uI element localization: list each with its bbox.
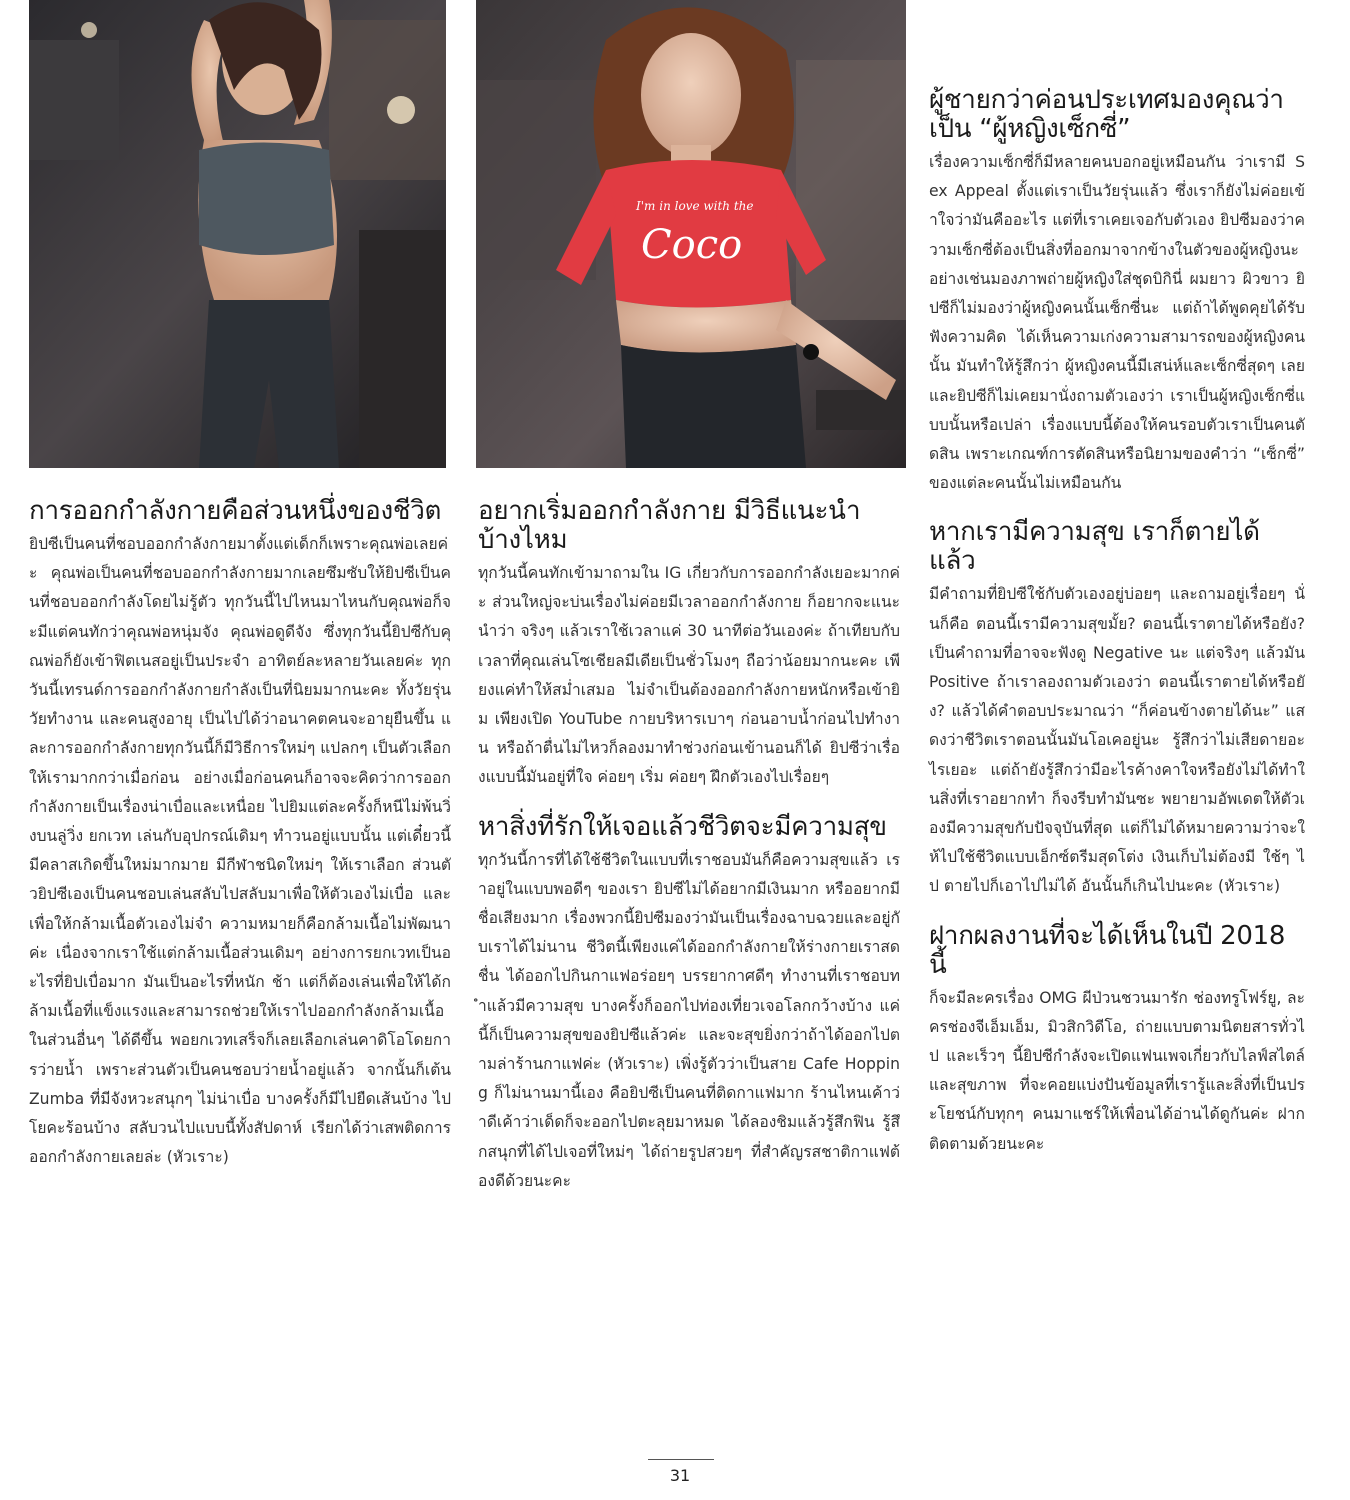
section-heading: หาสิ่งที่รักให้เจอแล้วชีวิตจะมีความสุข — [478, 811, 887, 842]
section-heading: อยากเริ่มออกกำลังกาย มีวิธีแนะนำบ้างไหม — [478, 496, 861, 555]
section-body: เรื่องความเซ็กซี่ก็มีหลายคนบอกอยู่เหมือนกัน ว่าเรามี Sex Appeal ตั้งแต่เราเป็นวัยรุ่นแล้ว ซึ่งเราก็ยังไม่ค่อยเข้าใจว่ามันคืออะไร แต่ที่เราเคยเจอกับตัวเอง ยิปซีมองว่าความเซ็กซี่ต้องเป็นสิ่งที่ออกมาจากข้างในตัวของผู้หญิงนะ อย่างเช่นมองภาพถ่ายผู้หญิงใส่ชุดบิกินี่ ผมยาว ผิวขาว ยิปซีก็ไม่มองว่าผู้หญิงคนนั้นเซ็กซี่นะ แต่ถ้าได้พูดคุยได้รับฟังความคิด ได้เห็นความเก่งความสามารถของผู้หญิงคนนั้น มันทำให้รู้สึกว่า ผู้หญิงคนนี้มีเสน่ห์และเซ็กซี่สุดๆ เลย และยิปซีก็ไม่เคยมานั่งถามตัวเองว่า เราเป็นผู้หญิงเซ็กซี่แบบนั้นหรือเปล่า เรื่องแบบนี้ต้องให้คนรอบตัวเราเป็นคนตัดสิน เพราะเกณฑ์การตัดสินหรือนิยามของคำว่า “เซ็กซี่” ของแต่ละคนนั้นไม่เหมือนกัน — [929, 153, 1305, 493]
section-body: ทุกวันนี้คนทักเข้ามาถามใน IG เกี่ยวกับการออกกำลังเยอะมากค่ะ ส่วนใหญ่จะบ่นเรื่องไม่ค่อยมีเวลาออกกำลังกาย ก็อยากจะแนะนำว่า จริงๆ แล้วเราใช้เวลาแค่ 30 นาทีต่อวันเองค่ะ ถ้าเทียบกับเวลาที่คุณเล่นโซเชียลมีเดียเป็นชั่วโมงๆ ถือว่าน้อยมากนะคะ เพียงแค่ทำให้สม่ำเสมอ ไม่จำเป็นต้องออกกำลังกายหนักหรือเข้ายิม เพียงเปิด YouTube กายบริหารเบาๆ ก่อนอาบน้ำก่อนไปทำงาน หรือถ้าตื่นไม่ไหวก็ลองมาทำช่วงก่อนเข้านอนก็ได้ ยิปซีว่าเรื่องแบบนี้มันอยู่ที่ใจ ค่อยๆ เริ่ม ค่อยๆ ฝึกตัวเองไปเรื่อยๆ — [478, 564, 900, 787]
photo-woman-sports-bra — [29, 0, 446, 468]
woman-sports-bra-photo-icon — [29, 0, 446, 468]
column-right — [929, 86, 1305, 1159]
shirt-small-text: I'm in love with the — [636, 199, 754, 213]
section-body: ยิปซีเป็นคนที่ชอบออกกำลังกายมาตั้งแต่เด็กก็เพราะคุณพ่อเลยค่ะ คุณพ่อเป็นคนที่ชอบออกกำลังกายมากเลยซึมซับให้ยิปซีเป็นคนที่ชอบออกกำลังโดยไม่รู้ตัว ทุกวันนี้ไปไหนมาไหนกับคุณพ่อก็จะมีแต่คนทักว่าคุณพ่อหนุ่มจัง คุณพ่อดูดีจัง ซึ่งทุกวันนี้ยิปซีกับคุณพ่อก็ยังเข้าฟิตเนสอยู่เป็นประจำ อาทิตย์ละหลายวันเลยค่ะ ทุกวันนี้เทรนด์การออกกำลังกายกำลังเป็นที่นิยมมากนะคะ ทั้งวัยรุ่น วัยทำงาน และคนสูงอายุ เป็นไปได้ว่าอนาคตคนจะอายุยืนขึ้น และการออกกำลังกายทุกวันนี้ก็มีวิธีการใหม่ๆ แปลกๆ เป็นตัวเลือกให้เรามากกว่าเมื่อก่อน อย่างเมื่อก่อนคนก็อาจจะคิดว่าการออกกำลังกายเป็นเรื่องน่าเบื่อและเหนื่อย ไปยิมแต่ละครั้งก็หนีไม่พ้นวิ่งบนลู่วิ่ง ยกเวท เล่นกับอุปกรณ์เดิมๆ ทำวนอยู่แบบนั้น แต่เดี๋ยวนี้มีคลาสเกิดขึ้นใหม่มากมาย มีกีฬาชนิดใหม่ๆ ให้เราเลือก ส่วนตัวยิปซีเองเป็นคนชอบเล่นสลับไปสลับมาเพื่อให้ตัวเองไม่เบื่อ และเพื่อให้กล้ามเนื้อตัวเองไม่จำ ความหมายก็คือกล้ามเนื้อไม่พัฒนาค่ะ เนื่องจากเราใช้แต่กล้ามเนื้อส่วนเดิมๆ อย่างการยกเวทเป็นอะไรที่ยิปเบื่อมาก มันเป็นอะไรที่หนัก ช้า แต่ก็ต้องเล่นเพื่อให้ได้กล้ามเนื้อที่แข็งแรงและสามารถช่วยให้เราไปออกกำลังกล้ามเนื้อในส่วนอื่นๆ ได้ดีขึ้น พอยกเวทเสร็จก็เลยเลือกเล่นคาดิโอโดยการว่ายน้ำ เพราะส่วนตัวเป็นคนชอบว่ายน้ำอยู่แล้ว จากนั้นก็เต้น Zumba ที่มีจังหวะสนุกๆ ไม่น่าเบื่อ บางครั้งก็มีไปยืดเส้นบ้าง ไปโยคะร้อนบ้าง สลับวนไปแบบนี้ทั้งสัปดาห์ เรียกได้ว่าเสพติดการออกกำลังกายเลยล่ะ (หัวเราะ) — [29, 535, 451, 1167]
page-number: 31 — [669, 1466, 691, 1485]
section-heading: ฝากผลงานที่จะได้เห็นในปี 2018 นี้ — [929, 920, 1286, 980]
column-middle — [478, 497, 900, 1196]
section-body: มีคำถามที่ยิปซีใช้กับตัวเองอยู่บ่อยๆ และถามอยู่เรื่อยๆ นั่นก็คือ ตอนนี้เรามีความสุขมั้ย? ตอนนี้เราตายได้หรือยัง? เป็นคำถามที่อาจจะฟังดู Negative นะ แต่จริงๆ แล้วมัน Positive ถ้าเราลองถามตัวเองว่า ตอนนี้เราตายได้หรือยัง? แล้วได้คำตอบประมาณว่า “ก็ค่อนข้างตายได้นะ” แสดงว่าชีวิตเราตอนนั้นมันโอเคอยู่นะ รู้สึกว่าไม่เสียดายอะไรเยอะ แต่ถ้ายังรู้สึกว่ามีอะไรค้างคาใจหรือยังไม่ได้ทำในสิ่งที่เราอยากทำ ก็จงรีบทำมันซะ พยายามอัพเดตให้ตัวเองมีความสุขกับปัจจุบันที่สุด แต่ก็ไม่ได้หมายความว่าจะให้ไปใช้ชีวิตแบบเอ็กซ์ตรีมสุดโต่ง เงินเก็บไม่ต้องมี ใช้ๆ ไป ตายไปก็เอาไปไม่ได้ อันนั้นก็เกินไปนะคะ (หัวเราะ) — [929, 585, 1305, 896]
section-body: ทุกวันนี้การที่ได้ใช้ชีวิตในแบบที่เราชอบมันก็คือความสุขแล้ว เราอยู่ในแบบพอดีๆ ของเรา ยิปซีไม่ได้อยากมีเงินมาก หรืออยากมีชื่อเสียงมาก เรื่องพวกนี้ยิปซีมองว่ามันเป็นเรื่องฉาบฉวยและอยู่กับเราได้ไม่นาน ชีวิตนี้เพียงแค่ได้ออกกำลังกายให้ร่างกายเราสดชื่น ได้ออกไปกินกาแฟอร่อยๆ บรรยากาศดีๆ ทำงานที่เราชอบทำแล้วมีความสุข บางครั้งก็ออกไปท่องเที่ยวเจอโลกกว้างบ้าง แค่นี้ก็เป็นความสุขของยิปซีแล้วค่ะ และจะสุขยิ่งกว่าถ้าได้ออกไปตามล่าร้านกาแฟค่ะ (หัวเราะ) เพิ่งรู้ตัวว่าเป็นสาย Cafe Hopping ก็ไม่นานมานี้เอง คือยิปซีเป็นคนที่ติดกาแฟมาก ร้านไหนเค้าว่าดีเค้าว่าเด็ดก็จะออกไปตะลุยมาหมด ได้ลองชิมแล้วรู้สึกฟิน รู้สึกสนุกที่ได้ไปเจอที่ใหม่ๆ ได้ถ่ายรูปสวยๆ ที่สำคัญรสชาติกาแฟต้องดีด้วยนะคะ — [478, 850, 900, 1190]
section-body: ก็จะมีละครเรื่อง OMG ผีป่วนชวนมารัก ช่องทรูโฟร์ยู, ละครช่องจีเอ็มเอ็ม, มิวสิกวิดีโอ, ถ่ายแบบตามนิตยสารทั่วไป และเร็วๆ นี้ยิปซีกำลังจะเปิดแฟนเพจเกี่ยวกับไลฟ์สไตล์และสุขภาพ ที่จะคอยแบ่งปันข้อมูลที่เรารู้และสิ่งที่เป็นประโยชน์กับทุกๆ คนมาแชร์ให้เพื่อนได้อ่านได้ดูกันค่ะ ฝากติดตามด้วยนะคะ — [929, 988, 1305, 1153]
section-heading: ผู้ชายกว่าค่อนประเทศมองคุณว่าเป็น “ผู้หญิงเซ็กซี่” — [929, 85, 1284, 144]
woman-red-crop-top-photo-icon — [476, 0, 906, 468]
column-left — [29, 497, 451, 1172]
photo-woman-red-crop-top — [476, 0, 906, 468]
page-number-rule — [648, 1459, 714, 1460]
section-heading: การออกกำลังกายคือส่วนหนึ่งของชีวิต — [29, 496, 442, 526]
shirt-script-text: Coco — [641, 222, 743, 268]
section-heading: หากเรามีความสุข เราก็ตายได้แล้ว — [929, 517, 1260, 577]
